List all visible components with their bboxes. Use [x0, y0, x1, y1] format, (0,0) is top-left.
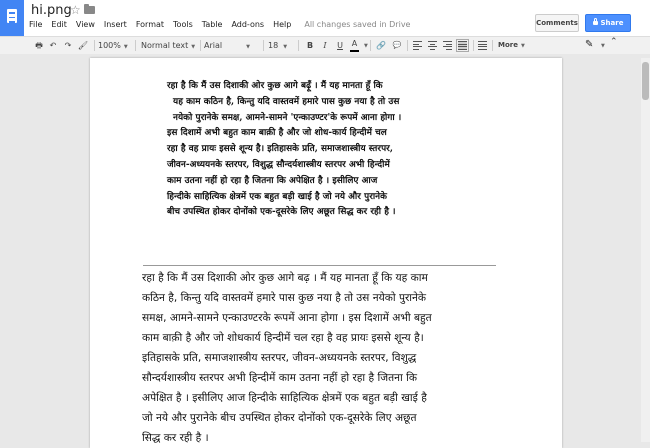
align-right-icon[interactable] — [443, 41, 452, 50]
link-icon[interactable]: 🔗 — [376, 41, 386, 50]
share-label: Share — [600, 19, 624, 27]
share-button[interactable] — [585, 14, 631, 32]
chevron-down-icon: ▼ — [123, 44, 128, 50]
zoom-select[interactable] — [98, 37, 128, 54]
toolbar-divider — [298, 40, 299, 51]
text-line: समक्ष, आमने-सामने एन्काउण्टरके रूपमें आना होगा । इस दिशामें अभी बहुत — [142, 312, 432, 324]
font-size-value: 18 — [268, 41, 279, 50]
collapse-toolbar-icon[interactable]: ⌃ — [610, 37, 618, 47]
menu-file[interactable]: File — [29, 20, 43, 29]
font-value: Arial — [204, 41, 223, 50]
text-line: जो नये और पुरानेके बीच उपस्थित होकर दोनोंको एक-दूसरेके लिए अछूत — [142, 412, 417, 424]
font-select[interactable] — [204, 37, 261, 54]
menu-insert[interactable]: Insert — [103, 20, 127, 29]
text-line: रहा है कि मैं उस दिशाकी ओर कुछ आगे बढ़ । मैं यह मानता हूँ कि यह काम — [142, 272, 428, 284]
toolbar-divider — [200, 40, 201, 51]
inserted-image[interactable] — [167, 79, 473, 251]
paragraph-style-select[interactable] — [141, 37, 196, 54]
document-title[interactable]: hi.png — [31, 3, 72, 18]
line-spacing-icon[interactable] — [478, 41, 487, 50]
text-line: कठिन है, किन्तु यदि वास्तवमें हमारे पास कुछ नया है तो उस नयेको पुरानेके — [142, 292, 427, 304]
menu-help[interactable]: Help — [273, 20, 292, 29]
text-line: सौन्दर्यशास्त्रीय स्तरपर अभी हिन्दीमें काम उतना नहीं हो रहा है जितना कि — [142, 372, 418, 384]
image-text-line: रहा है वह प्रायः इससे शून्य है। इतिहासके प्रति, समाजशास्त्रीय स्तरपर, — [167, 144, 393, 155]
text-line: सिद्ध कर रही है । — [142, 432, 209, 444]
save-status[interactable]: All changes saved in Drive — [304, 20, 411, 29]
text-color-button[interactable]: A — [350, 38, 359, 52]
menu-tools[interactable]: Tools — [173, 20, 193, 29]
horizontal-rule — [143, 265, 496, 266]
star-icon[interactable]: ☆ — [70, 3, 81, 17]
chevron-down-icon[interactable]: ▼ — [364, 43, 368, 49]
text-line: अपेक्षित है । इसीलिए आज हिन्दीके साहित्यिक क्षेत्रमें एक बहुत बड़ी खाई है — [142, 392, 427, 404]
undo-icon[interactable]: ↶ — [49, 41, 57, 50]
italic-button[interactable]: I — [323, 41, 327, 50]
image-text-line: बीच उपस्थित होकर दोनोंको एक-दूसरेके लिए अछूत सिद्ध कर रही है । — [167, 207, 396, 218]
toolbar — [0, 36, 650, 55]
align-center-icon[interactable] — [428, 41, 437, 50]
image-text-line: इस दिशामें अभी बहुत काम बाक़ी है और जो शोध-कार्य हिन्दीमें चल — [167, 128, 387, 139]
paint-format-icon[interactable]: 🖌 — [77, 41, 89, 50]
folder-icon[interactable] — [84, 6, 95, 14]
toolbar-divider — [135, 40, 136, 51]
lock-icon — [593, 21, 598, 25]
menu-add-ons[interactable]: Add-ons — [231, 20, 265, 29]
chevron-down-icon[interactable]: ▼ — [601, 43, 605, 49]
vertical-scrollbar[interactable] — [641, 58, 650, 442]
toolbar-divider — [94, 40, 95, 51]
chevron-down-icon: ▼ — [191, 44, 196, 50]
chevron-down-icon: ▼ — [520, 43, 525, 49]
title-bar — [0, 0, 650, 36]
image-text-line: रहा है कि मैं उस दिशाकी ओर कुछ आगे बढ़ूँ । मैं यह मानता हूँ कि — [167, 81, 383, 91]
underline-button[interactable]: U — [337, 41, 343, 50]
image-text-line: हिन्दीके साहित्यिक क्षेत्रमें एक बहुत बड़ी खाई है जो नये और पुरानेके — [167, 191, 388, 202]
docs-logo-icon[interactable] — [0, 0, 24, 36]
more-button[interactable] — [498, 37, 524, 54]
text-line: काम बाक़ी है और जो शोधकार्य हिन्दीमें चल रहा है वह प्रायः इससे शून्य है। — [142, 332, 424, 344]
toolbar-divider — [473, 40, 474, 51]
image-text-line: जीवन-अध्ययनके स्तरपर, विशुद्ध सौन्दर्यशास्त्रीय स्तरपर अभी हिन्दीमें — [167, 159, 390, 170]
more-label: More — [498, 41, 518, 49]
toolbar-divider — [370, 40, 371, 51]
menu-format[interactable]: Format — [135, 20, 165, 29]
menu-edit[interactable]: Edit — [51, 20, 67, 29]
pencil-icon[interactable]: ✎ — [585, 39, 594, 50]
toolbar-divider — [407, 40, 408, 51]
zoom-value: 100% — [98, 41, 121, 50]
align-left-icon[interactable] — [413, 41, 422, 50]
scrollbar-thumb[interactable] — [642, 62, 649, 100]
toolbar-divider — [492, 40, 493, 51]
document-body-text[interactable] — [142, 268, 504, 448]
image-text-line: यह काम कठिन है, किन्तु यदि वास्तवमें हमारे पास कुछ नया है तो उस — [173, 96, 400, 107]
comment-icon[interactable]: 💬 — [392, 41, 402, 49]
chevron-down-icon: ▼ — [283, 44, 288, 50]
align-justify-icon[interactable] — [458, 41, 467, 50]
bold-button[interactable]: B — [306, 41, 314, 50]
menu-table[interactable]: Table — [201, 20, 223, 29]
image-text-line: काम उतना नहीं हो रहा है जितना कि अपेक्षित है । इसीलिए आज — [167, 175, 378, 186]
chevron-down-icon: ▼ — [246, 44, 250, 50]
redo-icon[interactable]: ↷ — [64, 41, 72, 50]
image-text-line: नयेको पुरानेके समक्ष, आमने-सामने 'एन्काउण्टर'के रूपमें आना होगा । — [173, 112, 402, 123]
paragraph-style-value: Normal text — [141, 41, 189, 50]
menu-view[interactable]: View — [75, 20, 95, 29]
document-page[interactable] — [90, 58, 562, 448]
print-icon[interactable]: 🖶 — [35, 41, 43, 50]
text-line: इतिहासके प्रति, समाजशास्त्रीय स्तरपर, जीवन-अध्ययनके स्तरपर, विशुद्ध — [142, 352, 417, 364]
font-size-select[interactable] — [268, 37, 290, 54]
comments-button[interactable]: Comments — [535, 14, 579, 32]
menu-bar — [29, 20, 419, 29]
toolbar-divider — [263, 40, 264, 51]
